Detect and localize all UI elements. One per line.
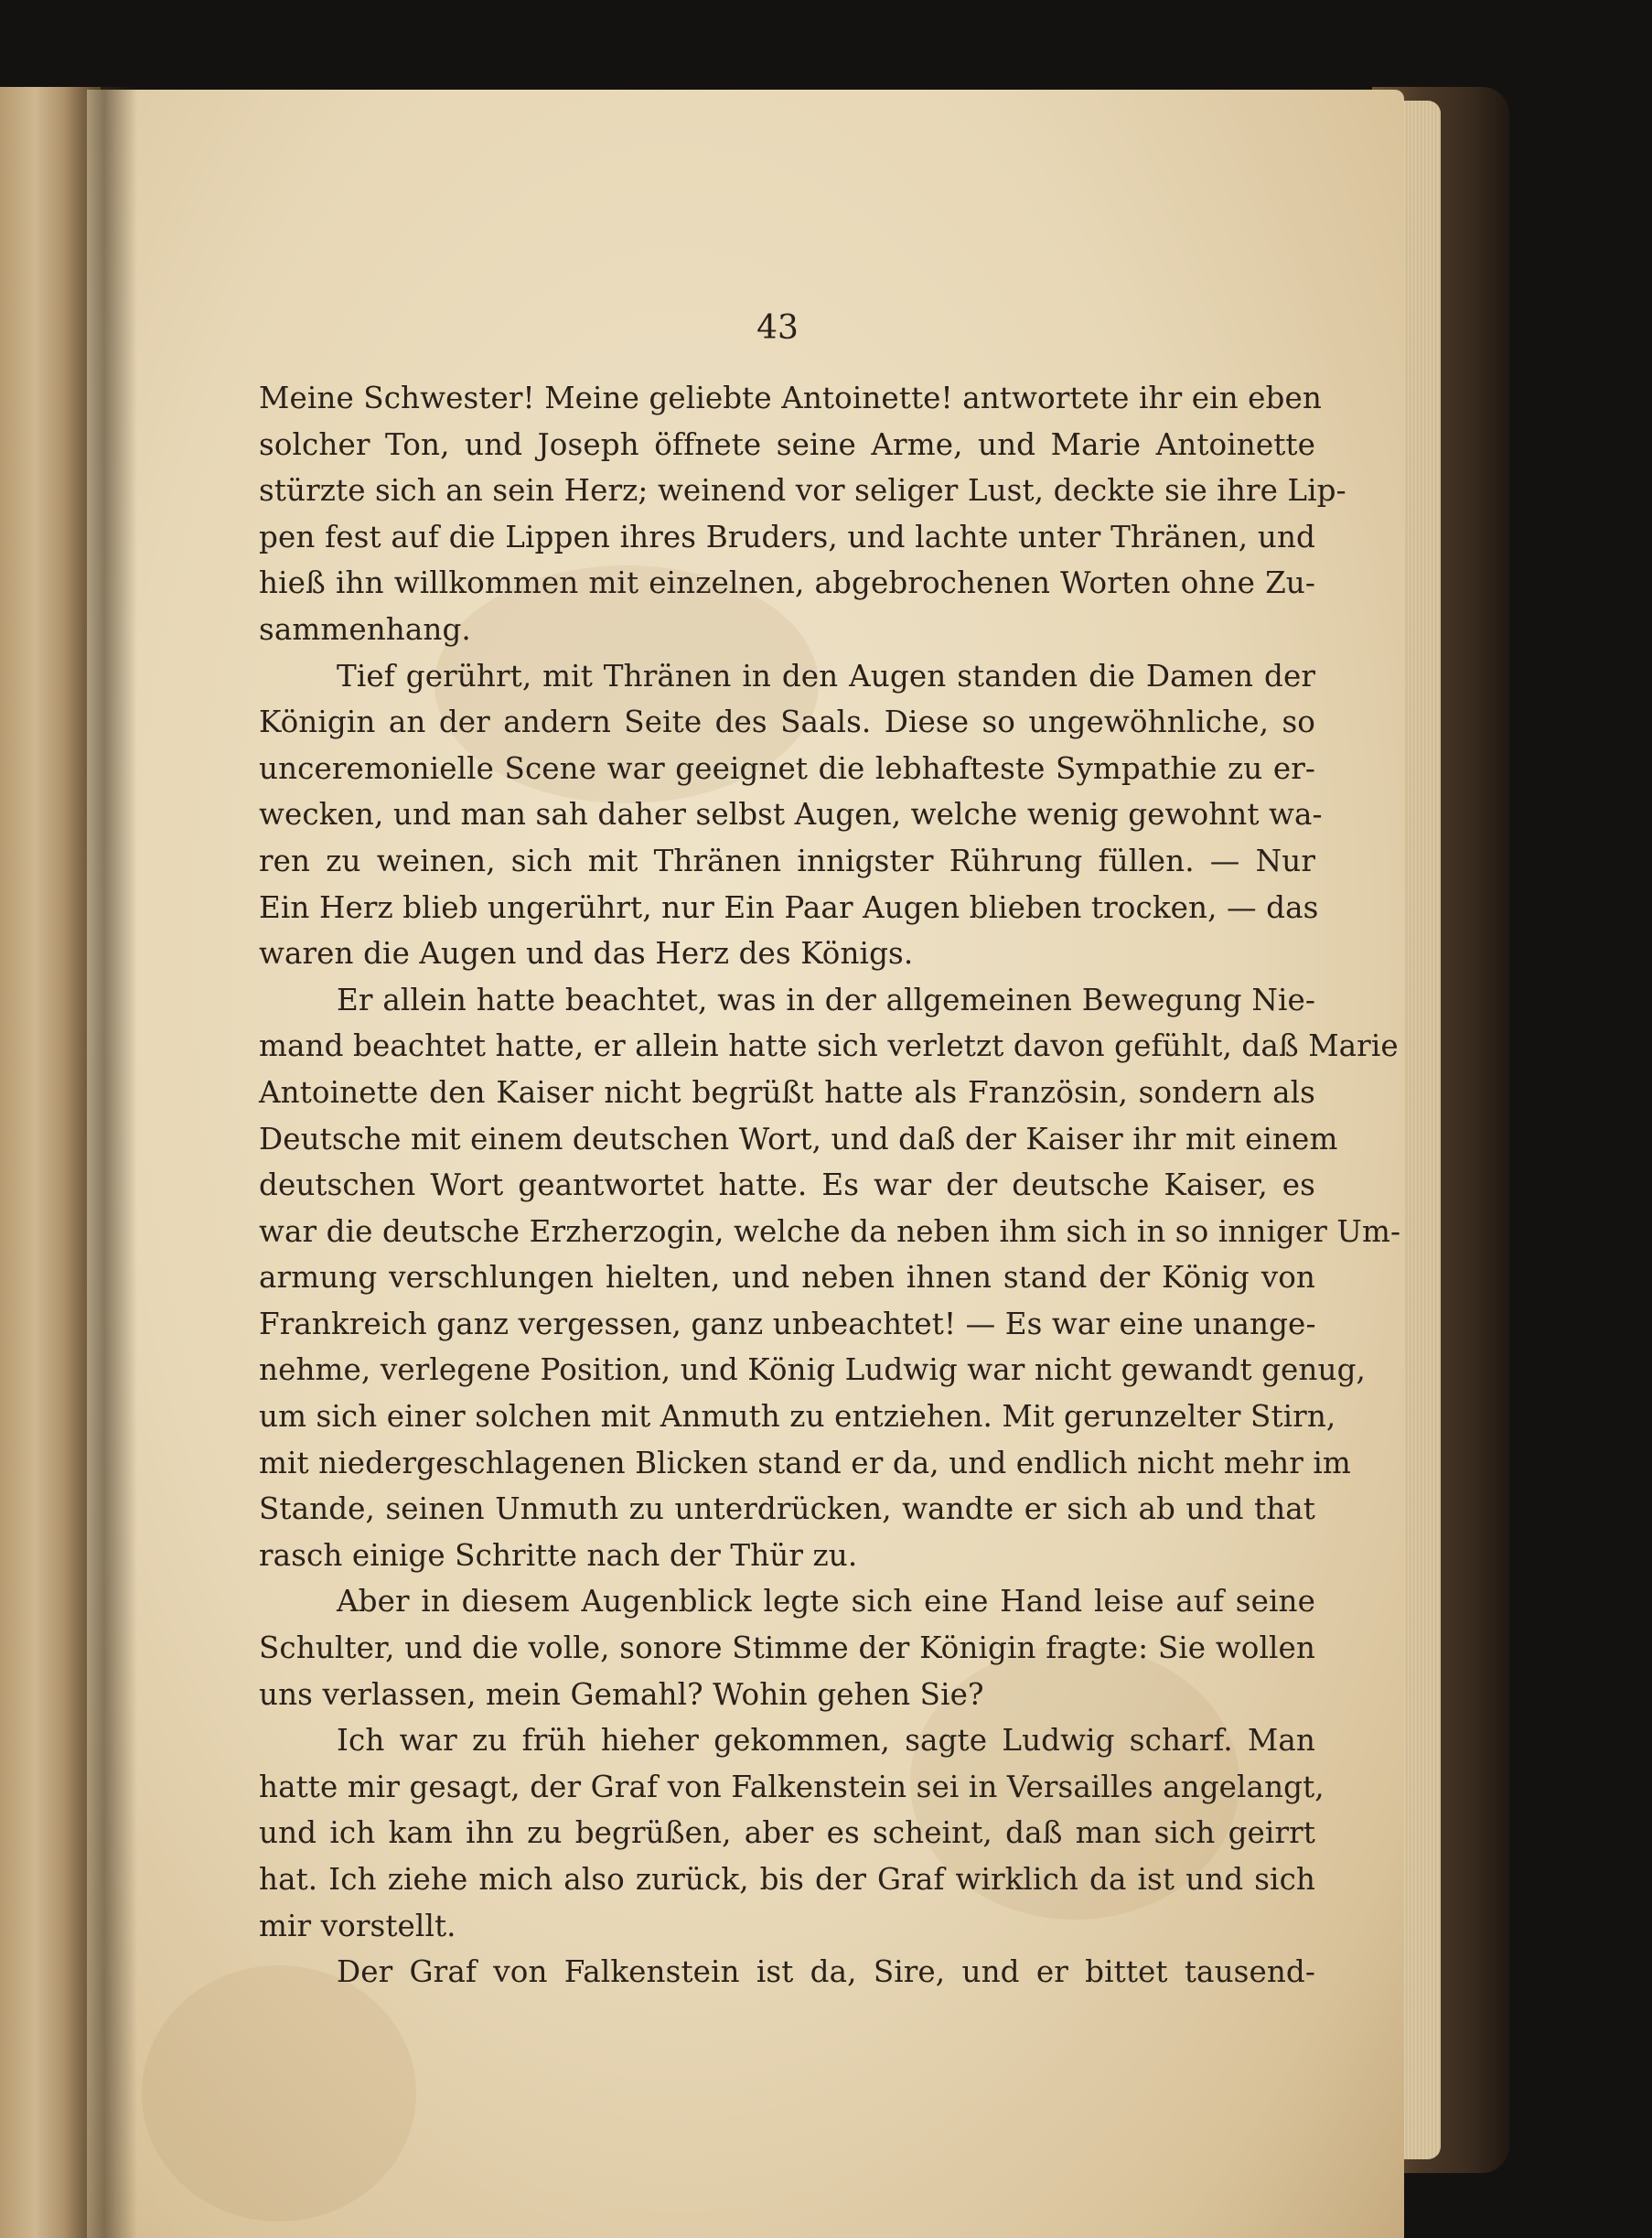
book-page xyxy=(87,90,1404,2238)
text-line: unceremonielle Scene war geeignet die lebhafteste Sympathie zu er- xyxy=(259,750,1315,786)
text-line: stürzte sich an sein Herz; weinend vor seliger Lust, deckte sie ihre Lip- xyxy=(259,473,1346,509)
text-line: ren zu weinen, sich mit Thränen innigster Rührung füllen. — Nur xyxy=(259,843,1315,878)
text-line: Tief gerührt, mit Thränen in den Augen standen die Damen der xyxy=(337,658,1315,694)
body-text xyxy=(259,375,1401,1996)
text-line: um sich einer solchen mit Anmuth zu entziehen. Mit gerunzelter Stirn, xyxy=(259,1399,1336,1435)
paper-stain xyxy=(142,1965,416,2222)
text-line: Aber in diesem Augenblick legte sich eine Hand leise auf seine xyxy=(337,1584,1315,1619)
text-line: mit niedergeschlagenen Blicken stand er da, und endlich nicht mehr im xyxy=(259,1445,1351,1480)
text-line: Königin an der andern Seite des Saals. Diese so ungewöhnliche, so xyxy=(259,705,1315,740)
text-line: Frankreich ganz vergessen, ganz unbeachtet! — Es war eine unange- xyxy=(259,1306,1316,1341)
text-line: deutschen Wort geantwortet hatte. Es war der deutsche Kaiser, es xyxy=(259,1167,1315,1203)
text-line: und ich kam ihn zu begrüßen, aber es scheint, daß man sich geirrt xyxy=(259,1815,1315,1851)
text-line: armung verschlungen hielten, und neben ihnen stand der König von xyxy=(259,1260,1315,1296)
text-line: mand beachtet hatte, er allein hatte sich verletzt davon gefühlt, daß Marie xyxy=(259,1028,1399,1064)
text-line: Antoinette den Kaiser nicht begrüßt hatte als Französin, sondern als xyxy=(259,1074,1315,1110)
text-line: nehme, verlegene Position, und König Ludwig war nicht gewandt genug, xyxy=(259,1352,1366,1388)
text-line: hat. Ich ziehe mich also zurück, bis der Graf wirklich da ist und sich xyxy=(259,1862,1315,1897)
text-line: Ein Herz blieb ungerührt, nur Ein Paar Augen blieben trocken, — das xyxy=(259,889,1319,925)
text-line: sammenhang. xyxy=(259,611,471,647)
text-line: Er allein hatte beachtet, was in der allgemeinen Bewegung Nie- xyxy=(337,982,1315,1017)
text-line: Der Graf von Falkenstein ist da, Sire, und er bittet tausend- xyxy=(337,1954,1315,1990)
text-line: pen fest auf die Lippen ihres Bruders, und lachte unter Thränen, und xyxy=(259,519,1315,554)
text-line: Ich war zu früh hieher gekommen, sagte Ludwig scharf. Man xyxy=(337,1723,1315,1759)
text-line: Deutsche mit einem deutschen Wort, und daß der Kaiser ihr mit einem xyxy=(259,1121,1338,1157)
text-line: mir vorstellt. xyxy=(259,1908,456,1943)
text-line: war die deutsche Erzherzogin, welche da neben ihm sich in so inniger Um- xyxy=(259,1213,1401,1249)
text-line: waren die Augen und das Herz des Königs. xyxy=(259,936,914,972)
gutter-shadow xyxy=(64,87,137,2238)
text-line: Schulter, und die volle, sonore Stimme der Königin fragte: Sie wollen xyxy=(259,1630,1315,1666)
page-number: 43 xyxy=(756,309,799,347)
text-line: Stande, seinen Unmuth zu unterdrücken, wandte er sich ab und that xyxy=(259,1491,1315,1527)
text-line: rasch einige Schritte nach der Thür zu. xyxy=(259,1537,858,1573)
text-line: Meine Schwester! Meine geliebte Antoinette! antwortete ihr ein eben xyxy=(259,381,1322,415)
text-line: solcher Ton, und Joseph öffnete seine Arme, und Marie Antoinette xyxy=(259,426,1315,462)
text-line: hatte mir gesagt, der Graf von Falkenstein sei in Versailles angelangt, xyxy=(259,1769,1325,1804)
text-line: hieß ihn willkommen mit einzelnen, abgebrochenen Worten ohne Zu- xyxy=(259,565,1315,601)
text-line: wecken, und man sah daher selbst Augen, welche wenig gewohnt wa- xyxy=(259,797,1323,833)
text-line: uns verlassen, mein Gemahl? Wohin gehen Sie? xyxy=(259,1676,984,1712)
